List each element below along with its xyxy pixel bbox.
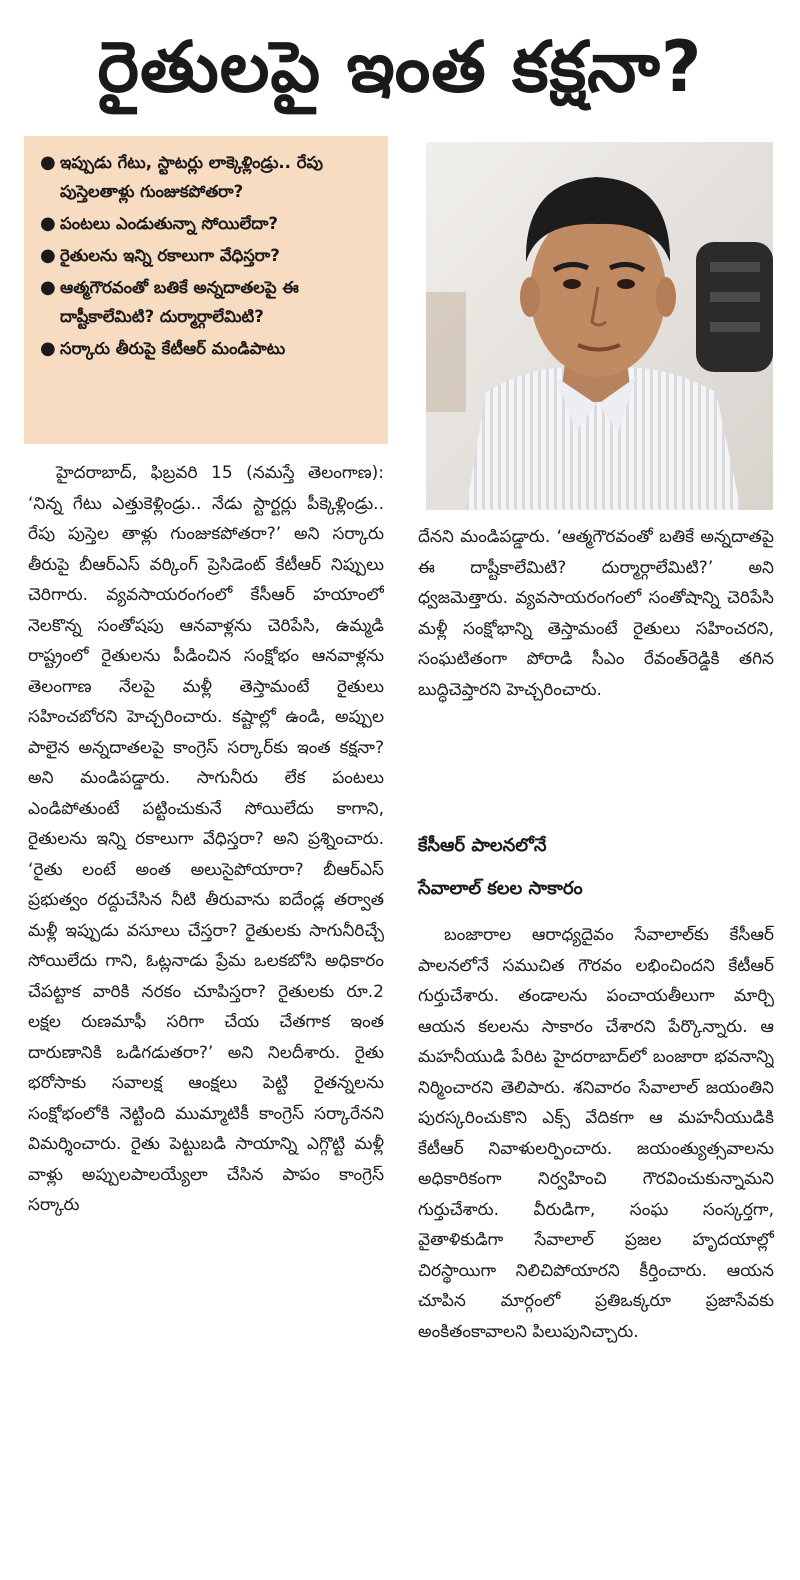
highlight-item	[38, 209, 378, 238]
highlights-list	[38, 148, 378, 363]
highlight-text: ఇప్పుడు గేటు, స్టాటర్లు లాక్కెళ్లిండ్రు.. రేపు పుస్తెలతాళ్లు గుంజుకపోతరా?	[60, 153, 323, 201]
article-right-column-bottom: బంజారాల ఆరాధ్యదైవం సేవాలాల్‌కు కేసీఆర్ పాలనలోనే సముచిత గౌరవం లభించిందని కేటీఆర్ గుర్తుచేశారు. తండాలను పంచాయతీలుగా మార్చి ఆయన కలలను సాకారం చేశారని పేర్కొన్నారు. ఆ మహనీయుడి పేరిట హైదరాబాద్‌లో బంజారా భవనాన్ని నిర్మించారని తెలిపారు. శనివారం సేవాలాల్ జయంతిని పురస్కరించుకొని ఎక్స్ వేదికగా ఆ మహనీయుడికి కేటీఆర్ నివాళులర్పించారు. జయంత్యుత్సవాలను అధికారికంగా నిర్వహించి గౌరవించుకున్నామని గుర్తుచేశారు. వీరుడిగా, సంఘ సంస్కర్తగా, వైతాళికుడిగా సేవాలాల్ ప్రజల హృదయాల్లో చిరస్థాయిగా నిలిచిపోయారని కీర్తించారు. ఆయన చూపిన మార్గంలో ప్రతిఒక్కరూ ప్రజాసేవకు అంకితంకావాలని పిలుపునిచ్చారు.	[418, 925, 774, 1342]
highlight-item	[38, 273, 378, 331]
highlight-item	[38, 334, 378, 363]
person-photo	[426, 142, 773, 510]
article-left-column: హైదరాబాద్, ఫిబ్రవరి 15 (నమస్తే తెలంగాణ): ‘నిన్న గేటు ఎత్తుకెళ్లిండ్రు.. నేడు స్టార్టర్లు పీక్కెళ్లిండ్రు.. రేపు పుస్తెల తాళ్లు గుంజుకపోతరా?’ అని సర్కారు తీరుపై బీఆర్ఎస్ వర్కింగ్ ప్రెసిడెంట్ కేటీఆర్ నిప్పులు చెరిగారు. వ్యవసాయరంగంలో కేసీఆర్ హయాంలో నెలకొన్న సంతోషపు ఆనవాళ్లను చెరిపేసి, ఉమ్మడి రాష్ట్రంలో రైతులను పీడించిన సంక్షోభం ఆనవాళ్లను తెలంగాణ నేలపై మళ్లీ తెస్తామంటే రైతులు సహించబోరని హెచ్చరించారు. కష్టాల్లో ఉండి, అప్పుల పాలైన అన్నదాతలపై కాంగ్రెస్ సర్కార్‌కు ఇంత కక్షనా? అని మండిపడ్డారు. సాగునీరు లేక పంటలు ఎండిపోతుంటే పట్టించుకునే సోయిలేదు కాగాని, రైతులను ఇన్ని రకాలుగా వేధిస్తరా? అని ప్రశ్నించారు. ‘రైతు లంటే అంత అలుసైపోయారా? బీఆర్ఎస్ ప్రభుత్వం రద్దుచేసిన నీటి తీరువాను ఐదేండ్ల తర్వాత మళ్లీ ఇప్పుడు వసూలు చేస్తరా? రైతులకు సాగునీరిచ్చే సోయిలేదు గాని, ఓట్లనాడు ప్రేమ ఒలకబోసి అధికారం చేపట్టాక వారికి నరకం చూపిస్తరా? రైతులకు రూ.2 లక్షల రుణమాఫీ సరిగా చేయ చేతగాక ఇంత దారుణానికి ఒడిగడుతరా?’ అని నిలదీశారు. రైతు భరోసాకు సవాలక్ష ఆంక్షలు పెట్టి రైతన్నలను సంక్షోభంలోకి నెట్టింది ముమ్మాటికీ కాంగ్రెస్ సర్కారేనని విమర్శించారు. రైతు పెట్టుబడి సాయాన్ని ఎగ్గొట్టి మళ్లీ వాళ్లు అప్పులపాలయ్యేలా చేసిన పాపం కాంగ్రెస్ సర్కారు	[28, 463, 384, 1215]
highlight-text: రైతులను ఇన్ని రకాలుగా వేధిస్తరా?	[60, 246, 280, 265]
highlights-box	[24, 136, 388, 444]
person-photo-icon	[426, 142, 773, 510]
highlight-item	[38, 148, 378, 206]
subheading-1: కేసీఆర్ పాలనలోనే	[418, 835, 547, 856]
bullet-icon: ●	[40, 245, 56, 266]
highlight-text: పంటలు ఎండుతున్నా సోయిలేదా?	[60, 214, 278, 233]
subheading-2: సేవాలాల్ కలల సాకారం	[418, 878, 583, 899]
highlight-text: ఆత్మగౌరవంతో బతికే అన్నదాతలపై ఈ దాష్టీకాలేమిటి? దుర్మార్గాలేమిటి?	[60, 278, 299, 326]
highlight-item	[38, 241, 378, 270]
highlight-text: సర్కారు తీరుపై కేటీఆర్ మండిపాటు	[60, 339, 286, 358]
bullet-icon: ●	[40, 277, 56, 298]
bullet-icon: ●	[40, 152, 56, 173]
bullet-icon: ●	[40, 213, 56, 234]
article-right-column-top: దేనని మండిపడ్డారు. ‘ఆత్మగౌరవంతో బతికే అన్నదాతపై ఈ దాష్టీకాలేమిటి? దుర్మార్గాలేమిటి?’ అని ధ్వజమెత్తారు. వ్యవసాయరంగంలో సంతోషాన్ని చెరిపేసి మళ్లీ సంక్షోభాన్ని తెస్తామంటే రైతులు సహించరని, సంఘటితంగా పోరాడి సీఎం రేవంత్‌రెడ్డికి తగిన బుద్ధిచెప్తారని హెచ్చరించారు.	[418, 527, 774, 700]
headline: రైతులపై ఇంత కక్షనా?	[97, 26, 703, 108]
bullet-icon: ●	[40, 338, 56, 359]
